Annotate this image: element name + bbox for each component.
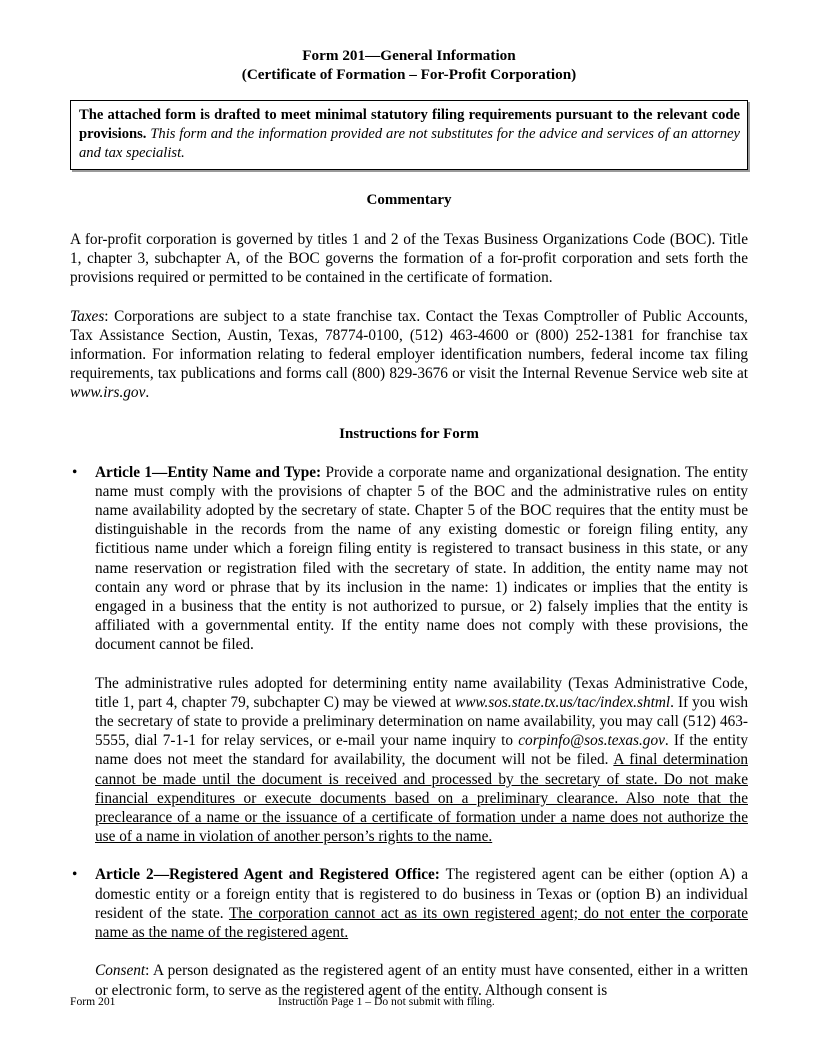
notice-bold-lead: The attached form is drafted to meet minimal statutory filing requirements pursuant to the relevant code provisions. [79,107,740,142]
footer-instruction-note: Instruction Page 1 – Do not submit with filing. [278,995,495,1008]
bullet-icon: • [72,463,78,481]
article-1-sub-a: The administrative rules adopted for determining entity name availability (Texas Administrative Code, title 1, part 4, chapter 79, subchapter C) may be viewed at [95,674,748,711]
consent-body: : A person designated as the registered agent of an entity must have consented, either in a written or electronic form, to serve as the registered agent of the entity. Although consent is [95,962,748,999]
document-content [70,46,748,1000]
tac-url: www.sos.state.tx.us/tac/index.shtml [455,693,671,711]
page-title: Form 201—General Information [302,47,516,64]
notice-text [79,106,740,163]
commentary-heading: Commentary [366,192,452,208]
notice-italic-rest: This form and the information provided are not substitutes for the advice and services of an attorney and tax specialist. [79,126,740,161]
article-2-underlined-note: The corporation cannot act as its own registered agent; do not enter the corporate name as the name of the registered agent. [95,904,749,942]
taxes-label: Taxes [70,307,105,325]
article-1-subparagraph [95,674,748,847]
footer-form-number: Form 201 [70,995,116,1008]
commentary-paragraph-1: A for-profit corporation is governed by titles 1 and 2 of the Texas Business Organizations Code (BOC). Title 1, chapter 3, subchapter A, of the BOC governs the formation of a for-profit corporation and sets forth the provisions required or permitted to be contained in the certificate of formation. [70,231,748,287]
article-2-body: The registered agent can be either (option A) a domestic entity or a foreign entity that is registered to do business in Texas or (option B) an individual resident of the state. [95,866,748,922]
article-1-body: Provide a corporate name and organizational designation. The entity name must comply with the provisions of chapter 5 of the BOC and the administrative rules on entity name availability adopted by the secretary of state. Chapter 5 of the BOC requires that the entity must be distinguishable in the records from the name of any existing domestic or foreign filing entity, any fictitious name under which a foreign filing entity is registered to transact business in this state, or any name reservation or registration filed with the secretary of state. In addition, the entity name may not contain any word or phrase that by its inclusion in the name: 1) indicates or implies that the entity is engaged in a business that the entity is not authorized to pursue, or 2) falsely implies that the entity is affiliated with a governmental entity. If the entity name does not comply with these provisions, the document cannot be filed. [95,463,748,654]
notice-box [70,100,748,170]
commentary-taxes-paragraph [70,307,748,403]
taxes-body-1: : Corporations are subject to a state franchise tax. Contact the Texas Comptroller of Public Accounts, Tax Assistance Section, Austin, Texas, 78774-0100, (512) 463-4600 or (800) 252-1381 for franchise tax information. For information relating to federal employer identification numbers, federal income tax filing requirements, tax publications and forms call (800) 829-3676 or visit the Internal Revenue Service web site at [70,307,748,383]
irs-url: www.irs.gov [70,384,146,402]
article-2-paragraph [95,865,748,942]
article-2-consent-paragraph [95,961,748,999]
article-2-label: Article 2—Registered Agent and Registered Office: [95,866,440,884]
article-1-underlined-note: A final determination cannot be made until the document is received and processed by the secretary of state. Do not make financial expenditures or execute documents based on a preliminary clearance. Also note that the preclearance of a name or the issuance of a certificate of formation under a name does not authorize the use of a name in violation of another person’s rights to the name. [95,751,748,846]
instructions-heading: Instructions for Form [339,425,479,442]
consent-label: Consent [95,962,146,980]
article-1-item [70,463,748,847]
article-1-label: Article 1—Entity Name and Type: [95,463,322,481]
corpinfo-email: corpinfo@sos.texas.gov [518,732,665,750]
article-1-sub-c: . If the entity name does not meet the standard for availability, the document will not be filed. [95,732,748,769]
bullet-icon: • [72,866,78,884]
article-1-sub-b: . If you wish the secretary of state to provide a preliminary determination on name availability, you may call (512) 463-5555, dial 7-1-1 for relay services, or e-mail your name inquiry to [95,693,748,750]
page-subtitle: (Certificate of Formation – For-Profit Corporation) [241,66,577,83]
article-2-item [70,865,748,999]
article-1-paragraph [95,463,748,655]
taxes-body-2: . [145,384,150,402]
